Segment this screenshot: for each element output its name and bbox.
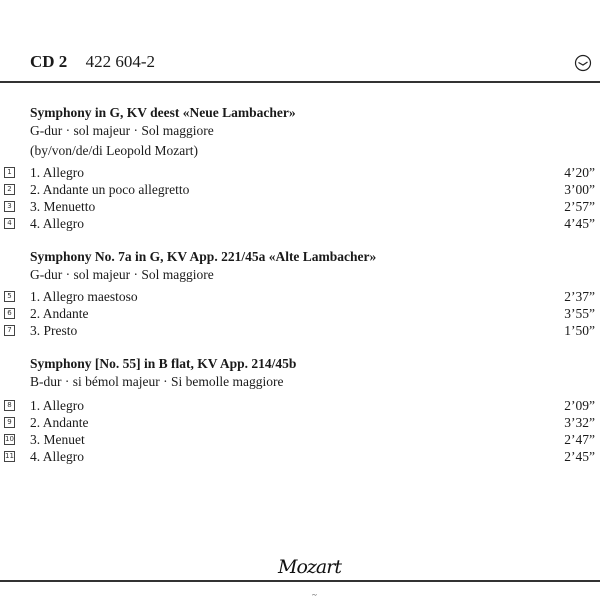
track-number-box: 11	[5, 452, 14, 460]
track-title: 3. Menuetto	[30, 199, 96, 214]
track-row	[0, 215, 600, 232]
work-key: G-dur · sol majeur · Sol maggiore	[30, 123, 214, 138]
work-key: G-dur · sol majeur · Sol maggiore	[30, 267, 214, 282]
track-row	[0, 198, 600, 215]
track-duration: 2’57”	[564, 199, 595, 214]
track-row	[0, 305, 600, 322]
track-number-box: 10	[5, 435, 14, 443]
track-title: 4. Allegro	[30, 216, 84, 231]
track-title: 3. Presto	[30, 323, 78, 338]
track-number-box: 9	[4, 417, 15, 428]
clock-icon	[574, 54, 592, 72]
track-number-box: 1	[4, 167, 15, 178]
mozart-signature: Mozart	[278, 556, 341, 578]
track-duration: 3’55”	[564, 306, 595, 321]
cd-header	[30, 52, 155, 72]
track-title: 1. Allegro	[30, 398, 84, 413]
track-duration: 1’50”	[564, 323, 595, 338]
work-note: (by/von/de/di Leopold Mozart)	[30, 143, 198, 158]
work-title: Symphony in G, KV deest «Neue Lambacher»	[30, 105, 296, 120]
footer-rule	[0, 580, 600, 582]
track-title: 2. Andante un poco allegretto	[30, 182, 190, 197]
track-title: 3. Menuet	[30, 432, 85, 447]
track-number-box: 3	[4, 201, 15, 212]
track-row	[0, 181, 600, 198]
track-title: 1. Allegro	[30, 165, 84, 180]
track-row	[0, 414, 600, 431]
header-rule	[0, 81, 600, 83]
track-row	[0, 448, 600, 465]
work-title: Symphony [No. 55] in B flat, KV App. 214/45b	[30, 356, 297, 371]
track-title: 2. Andante	[30, 306, 89, 321]
track-duration: 2’47”	[564, 432, 595, 447]
track-number-box: 6	[4, 308, 15, 319]
track-number-box: 2	[4, 184, 15, 195]
track-row	[0, 288, 600, 305]
track-duration: 4’20”	[564, 165, 595, 180]
work-title: Symphony No. 7a in G, KV App. 221/45a «Alte Lambacher»	[30, 249, 377, 264]
track-duration: 3’00”	[564, 182, 595, 197]
track-duration: 2’45”	[564, 449, 595, 464]
track-title: 2. Andante	[30, 415, 89, 430]
track-number-box: 7	[4, 325, 15, 336]
track-duration: 2’37”	[564, 289, 595, 304]
track-duration: 3’32”	[564, 415, 595, 430]
track-duration: 4’45”	[564, 216, 595, 231]
work-key: B-dur · si bémol majeur · Si bemolle maggiore	[30, 374, 284, 389]
track-row	[0, 397, 600, 414]
track-title: 1. Allegro maestoso	[30, 289, 138, 304]
footer-mark: ~	[312, 590, 317, 600]
track-number-box: 8	[4, 400, 15, 411]
track-row	[0, 322, 600, 339]
track-duration: 2’09”	[564, 398, 595, 413]
track-title: 4. Allegro	[30, 449, 84, 464]
track-row	[0, 164, 600, 181]
catalog-number: 422 604-2	[85, 52, 155, 71]
cd-label: CD 2	[30, 52, 68, 71]
track-number-box: 5	[4, 291, 15, 302]
track-number-box: 4	[4, 218, 15, 229]
track-row	[0, 431, 600, 448]
